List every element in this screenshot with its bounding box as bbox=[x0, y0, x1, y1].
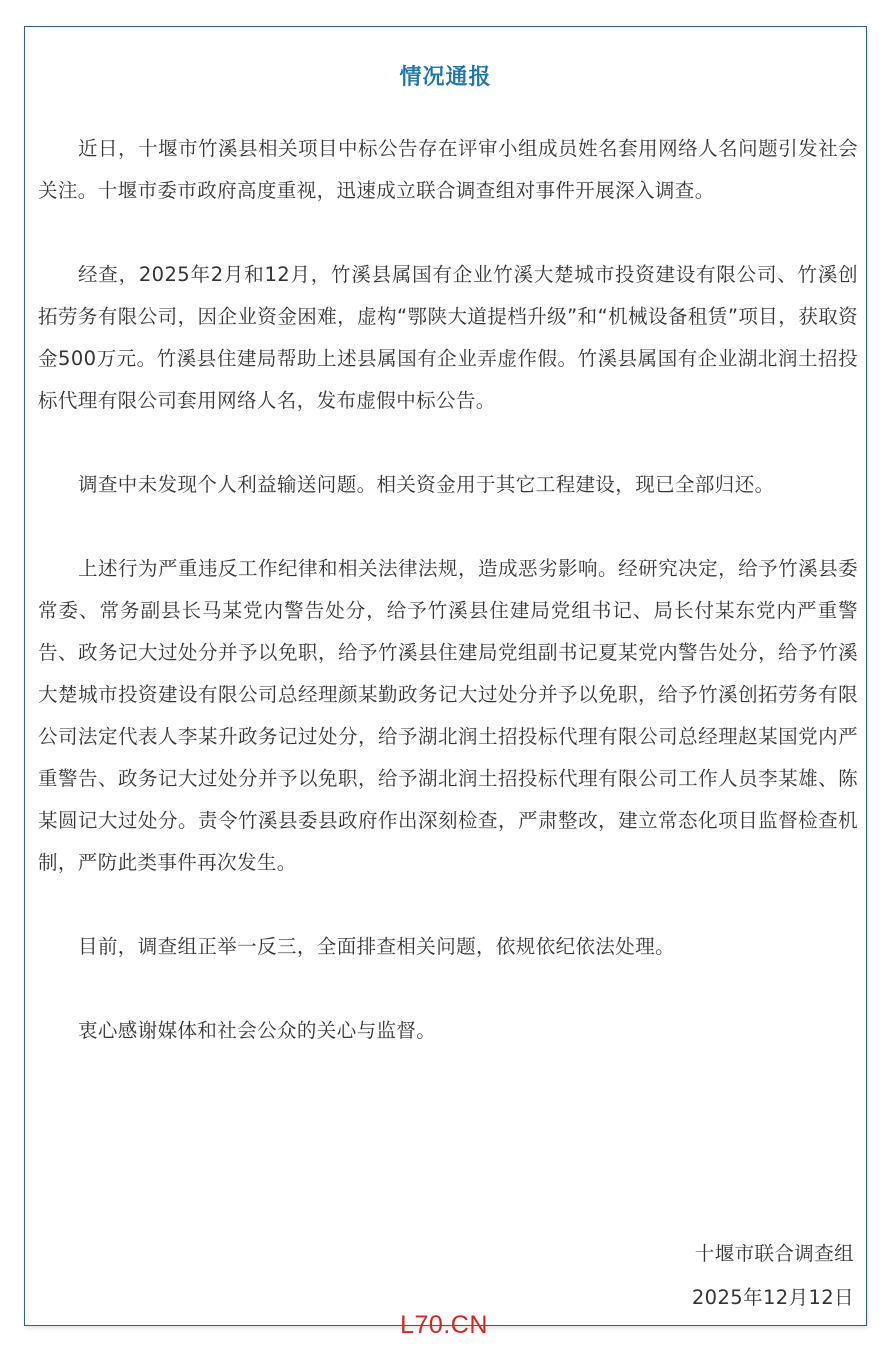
paragraph-spacer bbox=[38, 968, 858, 1010]
paragraph-penalties: 上述行为严重违反工作纪律和相关法律法规，造成恶劣影响。经研究决定，给予竹溪县委常委、常务副县长马某党内警告处分，给予竹溪县住建局党组书记、局长付某东党内严重警告、政务记大过处分并予以免职，给予竹溪县住建局党组副书记夏某党内警告处分，给予竹溪大楚城市投资建设有限公司总经理颜某勤政务记大过处分并予以免职，给予竹溪创拓劳务有限公司法定代表人李某升政务记过处分，给予湖北润土招投标代理有限公司总经理赵某国党内严重警告、政务记大过处分并予以免职，给予湖北润土招投标代理有限公司工作人员李某雄、陈某圆记大过处分。责令竹溪县委县政府作出深刻检查，严肃整改，建立常态化项目监督检查机制，严防此类事件再次发生。 bbox=[38, 557, 858, 874]
paragraph-ongoing: 目前，调查组正举一反三，全面排查相关问题，依规依纪依法处理。 bbox=[78, 935, 676, 958]
paragraph-funds: 调查中未发现个人利益输送问题。相关资金用于其它工程建设，现已全部归还。 bbox=[78, 473, 775, 496]
paragraph-thanks: 衷心感谢媒体和社会公众的关心与监督。 bbox=[78, 1019, 437, 1042]
paragraph-intro: 近日，十堰市竹溪县相关项目中标公告存在评审小组成员姓名套用网络人名问题引发社会关注。十堰市委市政府高度重视，迅速成立联合调查组对事件开展深入调查。 bbox=[38, 137, 858, 202]
paragraph-spacer bbox=[38, 212, 858, 254]
notice-body bbox=[38, 128, 858, 1052]
paragraph-spacer bbox=[38, 884, 858, 926]
paragraph-spacer bbox=[38, 506, 858, 548]
notice-document bbox=[24, 26, 867, 1326]
paragraph-findings: 经查，2025年2月和12月，竹溪县属国有企业竹溪大楚城市投资建设有限公司、竹溪创拓劳务有限公司，因企业资金困难，虚构“鄂陕大道提档升级”和“机械设备租赁”项目，获取资金500万元。竹溪县住建局帮助上述县属国有企业弄虚作假。竹溪县属国有企业湖北润土招投标代理有限公司套用网络人名，发布虚假中标公告。 bbox=[38, 263, 858, 412]
paragraph-spacer bbox=[38, 422, 858, 464]
signature-date: 2025年12月12日 bbox=[691, 1286, 854, 1309]
signature-organization: 十堰市联合调查组 bbox=[694, 1242, 854, 1265]
notice-title: 情况通报 bbox=[399, 65, 492, 90]
site-watermark: L70.CN bbox=[400, 1311, 488, 1339]
